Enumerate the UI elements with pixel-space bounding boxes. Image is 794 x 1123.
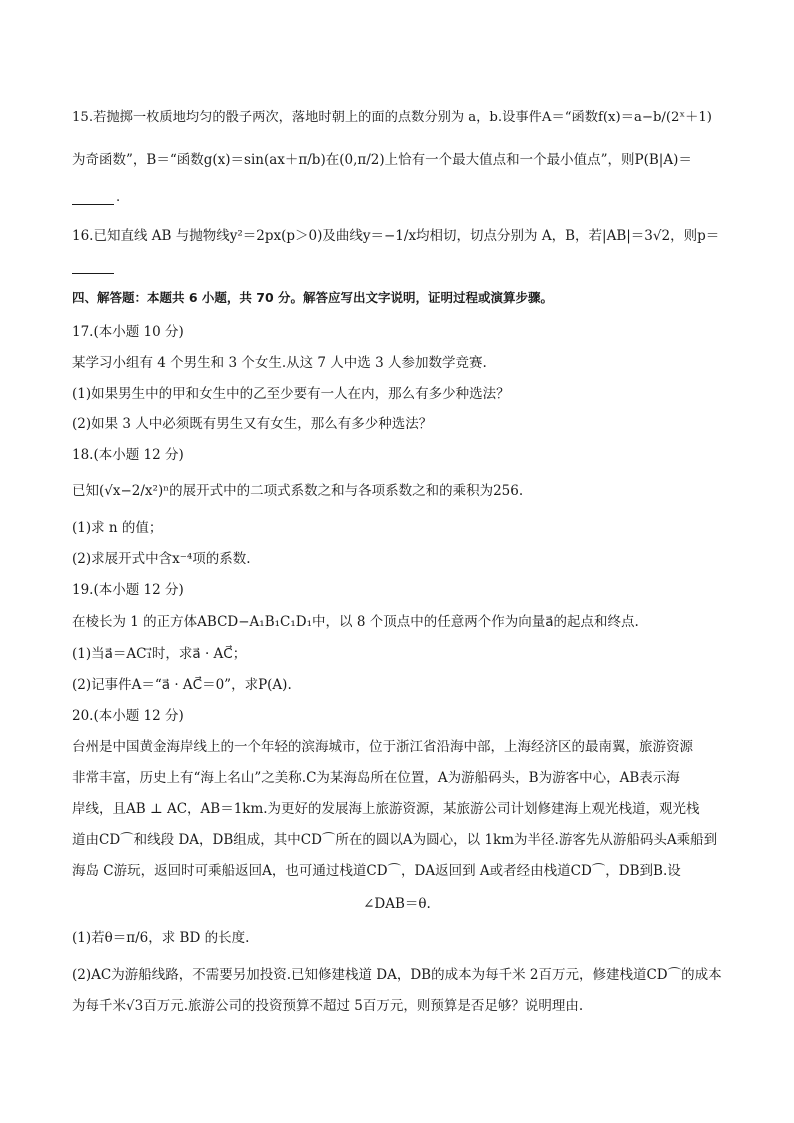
q18-heading: 18.(本小题 12 分): [72, 447, 184, 463]
section-4-heading: 四、解答题：本题共 6 小题，共 70 分。解答应写出文字说明，证明过程或演算步骤。: [72, 290, 554, 305]
q20-heading: 20.(本小题 12 分): [72, 708, 184, 724]
q18-part-2: (2)求展开式中含x⁻⁴项的系数.: [72, 551, 251, 567]
q15-blank-period: .: [116, 190, 121, 205]
q15-answer-blank: [72, 204, 114, 205]
q19-heading: 19.(本小题 12 分): [72, 582, 184, 598]
q19-stem: 在棱长为 1 的正方体ABCD−A₁B₁C₁D₁中，以 8 个顶点中的任意两个作为向量a⃗的起点和终点.: [72, 614, 639, 630]
q17-part-1: (1)如果男生中的甲和女生中的乙至少要有一人在内，那么有多少种选法？: [72, 386, 510, 402]
q17-part-2: (2)如果 3 人中必须既有男生又有女生，那么有多少种选法？: [72, 416, 433, 432]
q17-stem: 某学习小组有 4 个男生和 3 个女生.从这 7 人中选 3 人参加数学竞赛.: [72, 355, 487, 371]
q19-part-2: (2)记事件A＝“a⃗ · AC⃗＝0”，求P(A).: [72, 677, 292, 693]
q20-paragraph-line-5: 海岛 C游玩，返回时可乘船返回A，也可通过栈道CD⌒，DA返回到 A或者经由栈道CD⌒，DB到B.设: [72, 863, 681, 879]
q20-paragraph-line-4: 道由CD⌒和线段 DA，DB组成，其中CD⌒所在的圆以A为圆心，以 1km为半径.游客先从游船码头A乘船到: [72, 832, 718, 848]
q18-part-1: (1)求 n 的值；: [72, 520, 163, 536]
q16-line: 16.已知直线 AB 与抛物线y²＝2px(p＞0)及曲线y＝−1/x均相切，切点分别为 A，B，若|AB|＝3√2，则p＝: [72, 228, 720, 244]
q20-paragraph-line-1: 台州是中国黄金海岸线上的一个年轻的滨海城市，位于浙江省沿海中部，上海经济区的最南翼，旅游资源: [72, 739, 693, 755]
q19-part-1: (1)当a⃗＝AC₁⃗时，求a⃗ · AC⃗；: [72, 646, 247, 662]
q18-stem: 已知(√x−2/x²)ⁿ的展开式中的二项式系数之和与各项系数之和的乘积为256.: [72, 483, 524, 499]
q20-paragraph-line-3: 岸线，且AB ⊥ AC，AB＝1km.为更好的发展海上旅游资源，某旅游公司计划修建海上观光栈道，观光栈: [72, 801, 700, 817]
q20-angle-definition: ∠DAB＝θ.: [363, 896, 431, 912]
q20-part-2-line-2: 为每千米√3百万元.旅游公司的投资预算不超过 5百万元，则预算是否足够？说明理由.: [72, 998, 584, 1014]
q15-line-1: 15.若抛掷一枚质地均匀的骰子两次，落地时朝上的面的点数分别为 a，b.设事件A＝“函数f(x)＝a−b/(2ˣ＋1): [72, 110, 712, 125]
q17-heading: 17.(本小题 10 分): [72, 324, 184, 340]
q20-part-1: (1)若θ＝π/6，求 BD 的长度.: [72, 930, 250, 946]
q15-line-2: 为奇函数”，B＝“函数g(x)＝sin(ax＋π/b)在(0,π/2)上恰有一个最大值点和一个最小值点”，则P(B|A)＝: [72, 152, 692, 168]
q16-answer-blank: [72, 273, 114, 274]
q20-part-2-line-1: (2)AC为游船线路，不需要另加投资.已知修建栈道 DA，DB的成本为每千米 2百万元，修建栈道CD⌒的成本: [72, 967, 722, 983]
q20-paragraph-line-2: 非常丰富，历史上有“海上名山”之美称.C为某海岛所在位置，A为游船码头，B为游客中心，AB表示海: [72, 770, 680, 786]
